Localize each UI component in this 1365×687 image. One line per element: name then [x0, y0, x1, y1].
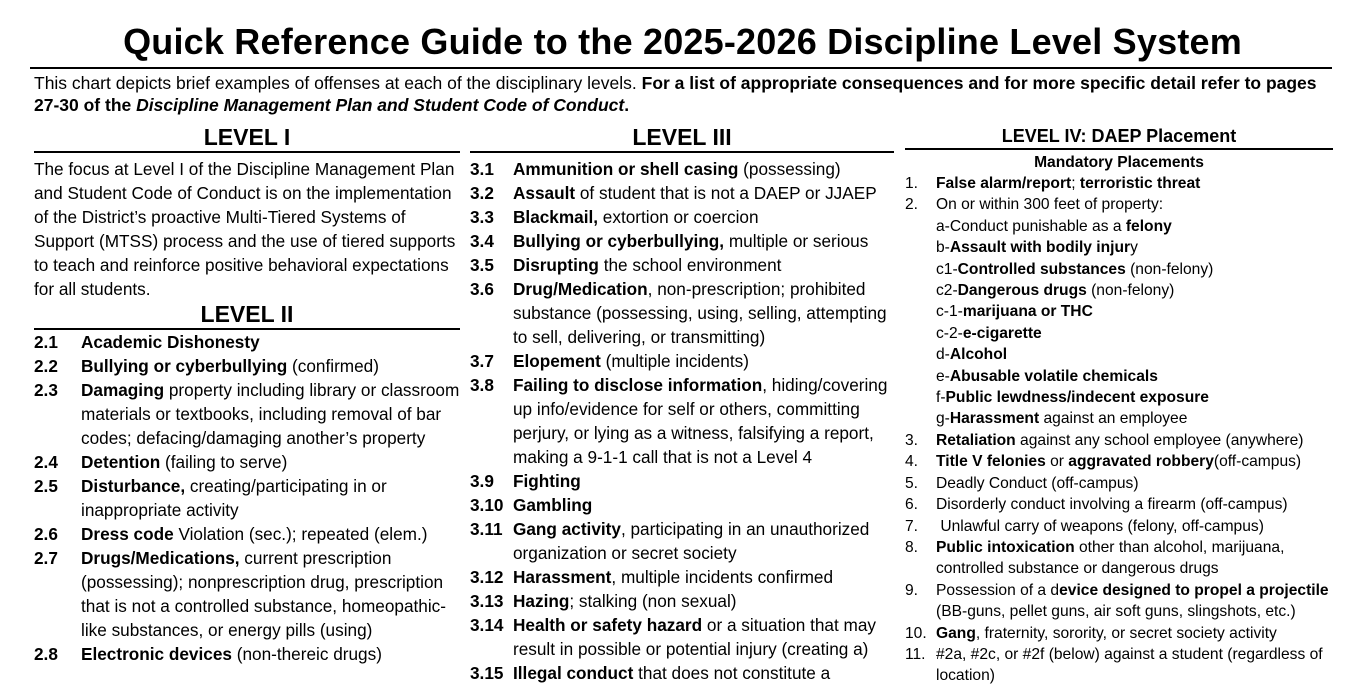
- level-2-item: [34, 450, 460, 474]
- level-3-item-offense: Ammunition or shell casing: [513, 159, 739, 179]
- level-3-item-detail: the school environment: [598, 255, 782, 275]
- level-3-item-offense: Illegal conduct: [513, 663, 634, 683]
- level-3-item-number: 3.4: [470, 231, 494, 251]
- level-3-item: [470, 373, 894, 469]
- level-3-item-number: 3.1: [470, 159, 494, 179]
- level-2-item-number: 2.1: [34, 332, 58, 352]
- level-3-item-detail: , multiple incidents confirmed: [611, 567, 834, 587]
- level-3-item-offense: Disrupting: [513, 255, 599, 275]
- intro-bold: For a list of appropriate consequences and for more specific detail refer to pages 27-30 of the: [34, 73, 1317, 115]
- level-3-item-detail: , non-prescription; prohibited substance (possessing, using, selling, attempting to sell, delivering, or transmitting): [513, 279, 887, 347]
- level-3-item-offense: Hazing: [513, 591, 570, 611]
- level-2-item-detail: (non-thereic drugs): [231, 644, 382, 664]
- level-3-item: [470, 205, 894, 229]
- level-2-item-number: 2.4: [34, 452, 58, 472]
- level-3-item: [470, 613, 894, 661]
- column-level-3: [470, 124, 894, 685]
- level-2-item: [34, 474, 460, 522]
- level-3-item-number: 3.12: [470, 567, 504, 587]
- level-1-text: The focus at Level I of the Discipline Management Plan and Student Code of Conduct is on the implementation of the District’s proactive Multi-Tiered Systems of Support (MTSS) process and the use of tiered supports to teach and reinforce positive behavioral expectations for all students.: [34, 159, 456, 299]
- level-2-item-offense: Detention: [81, 452, 161, 472]
- level-3-item: [470, 277, 894, 349]
- daep-item-4: 4. Title V felonies or aggravated robbery(off-campus): [905, 453, 1302, 471]
- column-level-4: [905, 124, 1333, 687]
- intro-bold-end: .: [624, 95, 630, 115]
- level-3-item: [470, 181, 894, 205]
- level-3-item-detail: or a situation that may result in possible or potential injury (creating a): [513, 615, 876, 659]
- level-2-item-detail: (failing to serve): [160, 452, 288, 472]
- level-3-item-offense: Gang activity: [513, 519, 621, 539]
- level-3-item-detail: of student that is not a DAEP or JJAEP: [575, 183, 877, 203]
- intro-text: [34, 72, 1334, 116]
- daep-item-2: 2. On or within 300 feet of property:: [905, 196, 1164, 214]
- level-3-item: [470, 157, 894, 181]
- level-2-item-number: 2.8: [34, 644, 58, 664]
- mandatory-placements-heading: Mandatory Placements: [1034, 154, 1204, 171]
- level-2-item: [34, 546, 460, 642]
- level-3-item-offense: Bullying or cyberbullying,: [513, 231, 725, 251]
- level-2-item-number: 2.6: [34, 524, 58, 544]
- daep-subitem: d-Alcohol: [936, 346, 1008, 364]
- level-1-heading: LEVEL I: [34, 124, 460, 153]
- intro-plain: This chart depicts brief examples of offenses at each of the disciplinary levels.: [34, 73, 642, 93]
- level-2-item-offense: Drugs/Medications,: [81, 548, 240, 568]
- level-2-item: [34, 330, 460, 354]
- level-2-item-number: 2.2: [34, 356, 58, 376]
- daep-subitem: f-Public lewdness/indecent exposure: [936, 389, 1209, 407]
- level-3-item-detail: ; stalking (non sexual): [569, 591, 737, 611]
- daep-item-10: 10. Gang, fraternity, sorority, or secret society activity: [905, 624, 1277, 642]
- level-3-item-offense: Failing to disclose information: [513, 375, 763, 395]
- level-3-item-number: 3.11: [470, 519, 503, 539]
- level-3-item: [470, 517, 894, 565]
- daep-item-8: 8. Public intoxication other than alcohol, marijuana, controlled substance or dangerous drugs: [905, 538, 1285, 578]
- level-3-item: [470, 253, 894, 277]
- level-2-item-number: 2.3: [34, 380, 58, 400]
- level-2-item-detail: (confirmed): [287, 356, 379, 376]
- level-2-item: [34, 522, 460, 546]
- level-2-item-detail: current prescription (possessing); nonprescription drug, prescription that is not a controlled substance, homeopathic-like substances, or energy pills (using): [81, 548, 446, 640]
- level-2-item-number: 2.5: [34, 476, 58, 496]
- level-3-item-number: 3.3: [470, 207, 494, 227]
- level-3-item-offense: Health or safety hazard: [513, 615, 703, 635]
- level-3-item-number: 3.8: [470, 375, 494, 395]
- level-3-item-number: 3.15: [470, 663, 504, 683]
- level-2-item: [34, 642, 460, 666]
- daep-item-7: 7. Unlawful carry of weapons (felony, off-campus): [905, 517, 1264, 535]
- level-3-item: [470, 565, 894, 589]
- level-3-item-detail: (possessing): [738, 159, 841, 179]
- level-3-item-offense: Fighting: [513, 471, 581, 491]
- daep-subitem: a-Conduct punishable as a felony: [936, 217, 1172, 235]
- daep-subitem: e-Abusable volatile chemicals: [936, 367, 1158, 385]
- intro-italic: Discipline Management Plan and Student Code of Conduct: [136, 95, 625, 115]
- level-2-item-offense: Electronic devices: [81, 644, 232, 664]
- level-3-item-detail: , participating in an unauthorized organization or secret society: [513, 519, 870, 563]
- level-2-item-offense: Disturbance,: [81, 476, 186, 496]
- level-2-list: [34, 330, 460, 666]
- level-3-item: [470, 661, 894, 685]
- daep-subitem: g-Harassment against an employee: [936, 410, 1188, 428]
- daep-subitem: c2-Dangerous drugs (non-felony): [936, 282, 1175, 300]
- level-3-item-number: 3.13: [470, 591, 504, 611]
- level-3-item-number: 3.5: [470, 255, 494, 275]
- daep-subitem: b-Assault with bodily injury: [936, 239, 1138, 257]
- level-3-item-offense: Drug/Medication: [513, 279, 648, 299]
- level-3-item-number: 3.14: [470, 615, 504, 635]
- daep-subitem: c1-Controlled substances (non-felony): [936, 260, 1214, 278]
- level-2-item-number: 2.7: [34, 548, 58, 568]
- daep-item-1: 1. False alarm/report; terroristic threat: [905, 175, 1201, 192]
- level-3-heading: LEVEL III: [470, 124, 894, 153]
- level-2-item-detail: property including library or classroom materials or textbooks, including removal of bar codes; defacing/damaging another’s property: [81, 380, 460, 448]
- level-3-item-detail: multiple or serious: [724, 231, 869, 251]
- level-2-heading: LEVEL II: [34, 301, 460, 330]
- daep-item-6: 6. Disorderly conduct involving a firearm (off-campus): [905, 496, 1288, 514]
- column-level-1-2: [34, 124, 460, 666]
- level-2-item: [34, 378, 460, 450]
- daep-subitem: c-2-e-cigarette: [936, 324, 1042, 342]
- daep-item-2-subitems: [905, 216, 1333, 430]
- level-3-item: [470, 229, 894, 253]
- level-3-item-offense: Blackmail,: [513, 207, 599, 227]
- level-3-item-number: 3.2: [470, 183, 494, 203]
- daep-item-11: 11. #2a, #2c, or #2f (below) against a student (regardless of location): [905, 645, 1323, 685]
- level-2-item: [34, 354, 460, 378]
- level-2-item-detail: Violation (sec.); repeated (elem.): [173, 524, 428, 544]
- level-2-item-offense: Bullying or cyberbullying: [81, 356, 288, 376]
- daep-item-5: 5. Deadly Conduct (off-campus): [905, 474, 1139, 492]
- level-3-item-number: 3.7: [470, 351, 494, 371]
- level-2-item-offense: Dress code: [81, 524, 174, 544]
- level-3-item-offense: Gambling: [513, 495, 593, 515]
- level-3-item-number: 3.9: [470, 471, 494, 491]
- level-3-item-offense: Assault: [513, 183, 576, 203]
- level-3-item-offense: Elopement: [513, 351, 601, 371]
- level-3-item-detail: extortion or coercion: [598, 207, 759, 227]
- level-3-item: [470, 493, 894, 517]
- level-3-item-number: 3.10: [470, 495, 504, 515]
- level-3-item-detail: , hiding/covering up info/evidence for self or others, committing perjury, or lying as a witness, falsifying a report, making a 9-1-1 call that is not a Level 4: [513, 375, 888, 467]
- page-title: Quick Reference Guide to the 2025-2026 Discipline Level System: [123, 21, 1242, 62]
- level-2-item-detail: creating/participating in or inappropriate activity: [81, 476, 387, 520]
- level-3-list: [470, 157, 894, 685]
- daep-item-9: 9. Possession of a device designed to propel a projectile (BB-guns, pellet guns, air soft guns, slingshots, etc.): [905, 581, 1329, 621]
- daep-subitem: c-1-marijuana or THC: [936, 303, 1093, 321]
- level-2-item-offense: Damaging: [81, 380, 165, 400]
- daep-item-3: 3. Retaliation against any school employee (anywhere): [905, 431, 1304, 449]
- level-3-item: [470, 349, 894, 373]
- level-2-item-offense: Academic Dishonesty: [81, 332, 260, 352]
- level-3-item-detail: that does not constitute a: [633, 663, 831, 683]
- title-divider: [30, 67, 1332, 69]
- level-3-item-detail: (multiple incidents): [600, 351, 749, 371]
- level-3-item: [470, 469, 894, 493]
- level-4-heading: LEVEL IV: DAEP Placement: [905, 124, 1333, 150]
- level-3-item-number: 3.6: [470, 279, 494, 299]
- level-3-item-offense: Harassment: [513, 567, 612, 587]
- level-3-item: [470, 589, 894, 613]
